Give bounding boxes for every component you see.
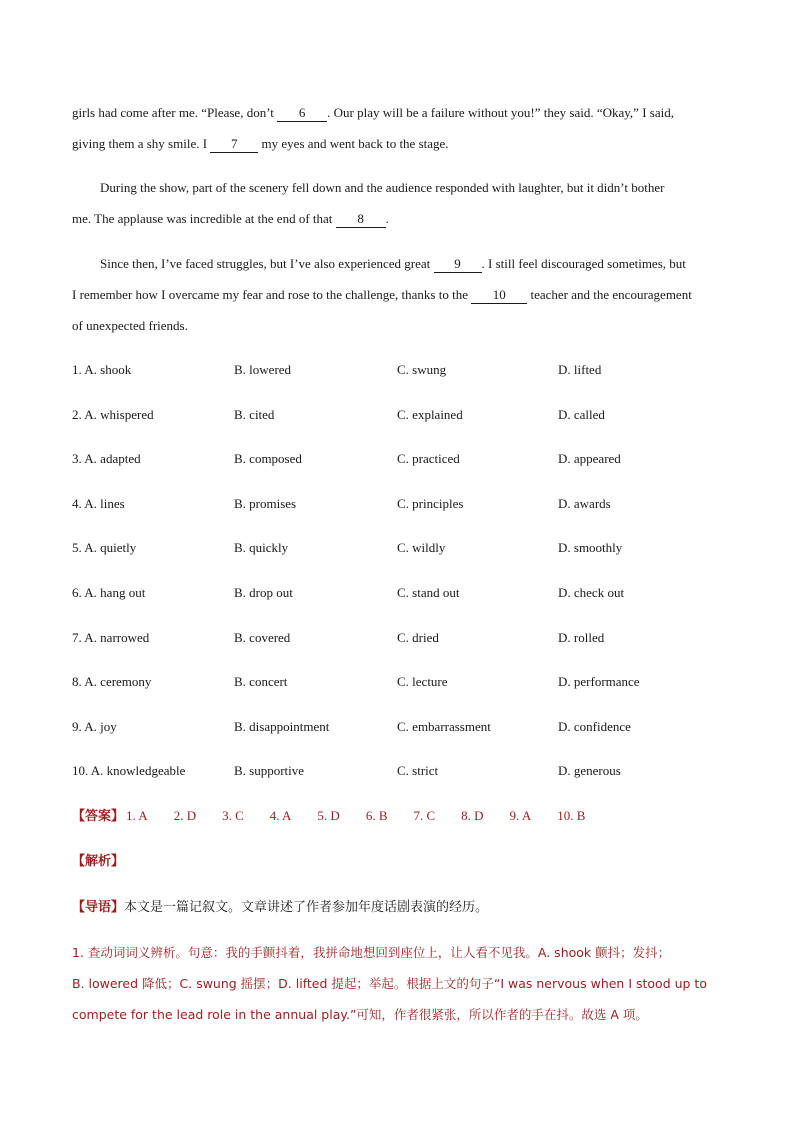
option: B. supportive	[234, 763, 305, 779]
option: 6. A. hang out	[72, 584, 146, 600]
passage-text: teacher and the encouragement	[527, 287, 692, 302]
option: B. covered	[234, 629, 291, 645]
passage-text: giving them a shy smile. I	[72, 136, 211, 151]
passage-text: . I still feel discouraged sometimes, but	[481, 256, 686, 271]
option: 5. A. quietly	[72, 540, 137, 556]
answer-item: 8. D	[461, 808, 484, 823]
answer-item: 6. B	[365, 808, 388, 823]
intro-section	[72, 896, 488, 915]
question-options-row	[72, 403, 722, 448]
option: 3. A. adapted	[72, 451, 141, 467]
option: C. explained	[397, 406, 463, 422]
option: D. appeared	[558, 451, 621, 467]
blank-10: 10	[471, 287, 527, 304]
analysis-label: 【解析】	[72, 854, 125, 869]
option: D. awards	[558, 495, 611, 511]
intro-label: 【导语】	[72, 900, 125, 915]
option: C. principles	[397, 495, 464, 511]
analysis-heading	[72, 850, 124, 869]
passage-text: Since then, I’ve faced struggles, but I’ve also experienced great	[100, 256, 434, 271]
question-options-row	[72, 626, 722, 671]
passage-text: girls had come after me. “Please, don’t	[72, 105, 278, 120]
passage-text: I remember how I overcame my fear and rose to the challenge, thanks to the	[72, 287, 472, 302]
option: B. drop out	[234, 584, 293, 600]
option: C. wildly	[397, 540, 446, 556]
passage-paragraph-3	[72, 248, 722, 341]
blank-8: 8	[336, 211, 386, 228]
option: D. confidence	[558, 718, 631, 734]
question-options-row	[72, 536, 722, 581]
option: 9. A. joy	[72, 718, 117, 734]
option: D. called	[558, 406, 605, 422]
blank-9: 9	[434, 256, 482, 273]
option: 4. A. lines	[72, 495, 125, 511]
option: C. embarrassment	[397, 718, 491, 734]
answer-item: 1. A	[126, 808, 148, 823]
question-options-row	[72, 492, 722, 537]
blank-7: 7	[210, 136, 258, 153]
question-options-row	[72, 759, 722, 804]
blank-6: 6	[277, 105, 327, 122]
option: D. check out	[558, 584, 625, 600]
explanation-text: compete for the lead role in the annual play.”可知，作者很紧张，所以作者的手在抖。故选 A 项。	[72, 1007, 648, 1022]
explanation-text: 1. 查动词词义辨析。句意：我的手颤抖着，我拼命地想回到座位上，让人看不见我。A. shook 颤抖；发抖；	[72, 945, 671, 960]
option: B. concert	[234, 674, 288, 690]
answer-item: 7. C	[413, 808, 436, 823]
option: 7. A. narrowed	[72, 629, 150, 645]
option: B. quickly	[234, 540, 289, 556]
option: C. stand out	[397, 584, 460, 600]
option: B. cited	[234, 406, 275, 422]
question-options-row	[72, 447, 722, 492]
option: 10. A. knowledgeable	[72, 763, 186, 779]
option: C. dried	[397, 629, 439, 645]
option: C. swung	[397, 362, 447, 377]
option: D. rolled	[558, 629, 605, 645]
option: C. strict	[397, 763, 439, 779]
passage-text: my eyes and went back to the stage.	[258, 136, 449, 151]
option: B. lowered	[234, 362, 292, 377]
passage-text: . Our play will be a failure without you!” they said. “Okay,” I said,	[327, 105, 674, 120]
answer-item: 3. C	[222, 808, 244, 823]
option: B. composed	[234, 451, 302, 467]
option: D. smoothly	[558, 540, 623, 556]
option: 1. A. shook	[72, 362, 132, 377]
question-options-row	[72, 715, 722, 760]
passage-text: of unexpected friends.	[72, 318, 188, 333]
answer-item: 9. A	[509, 808, 532, 823]
answer-key	[72, 805, 611, 824]
option: B. disappointment	[234, 718, 330, 734]
option: 8. A. ceremony	[72, 674, 152, 690]
option: 2. A. whispered	[72, 406, 154, 422]
option: B. promises	[234, 495, 297, 511]
question-options-row	[72, 581, 722, 626]
option: D. performance	[558, 674, 640, 690]
option: D. generous	[558, 763, 621, 779]
option: D. lifted	[558, 362, 602, 377]
answer-item: 5. D	[317, 808, 340, 823]
answer-item: 4. A	[269, 808, 292, 823]
option: C. practiced	[397, 451, 460, 467]
answer-item: 10. B	[557, 808, 586, 823]
explanation-q1	[72, 937, 732, 1030]
question-options-row	[72, 358, 722, 403]
options-list	[72, 358, 722, 804]
question-options-row	[72, 670, 722, 715]
answer-item: 2. D	[173, 808, 197, 823]
passage-text: During the show, part of the scenery fell down and the audience responded with laughter, but it didn’t bother	[100, 180, 665, 195]
passage-text: me. The applause was incredible at the end of that	[72, 211, 336, 226]
answer-label: 【答案】	[72, 809, 125, 824]
passage-text: .	[385, 211, 389, 226]
option: C. lecture	[397, 674, 448, 690]
explanation-text: B. lowered 降低；C. swung 摇摆；D. lifted 提起；举起。根据上文的句子“I was nervous when I stood up to	[72, 976, 707, 991]
intro-text: 本文是一篇记叙文。文章讲述了作者参加年度话剧表演的经历。	[124, 900, 489, 915]
passage-paragraph-2	[72, 172, 722, 234]
passage-paragraph-1	[72, 97, 722, 159]
